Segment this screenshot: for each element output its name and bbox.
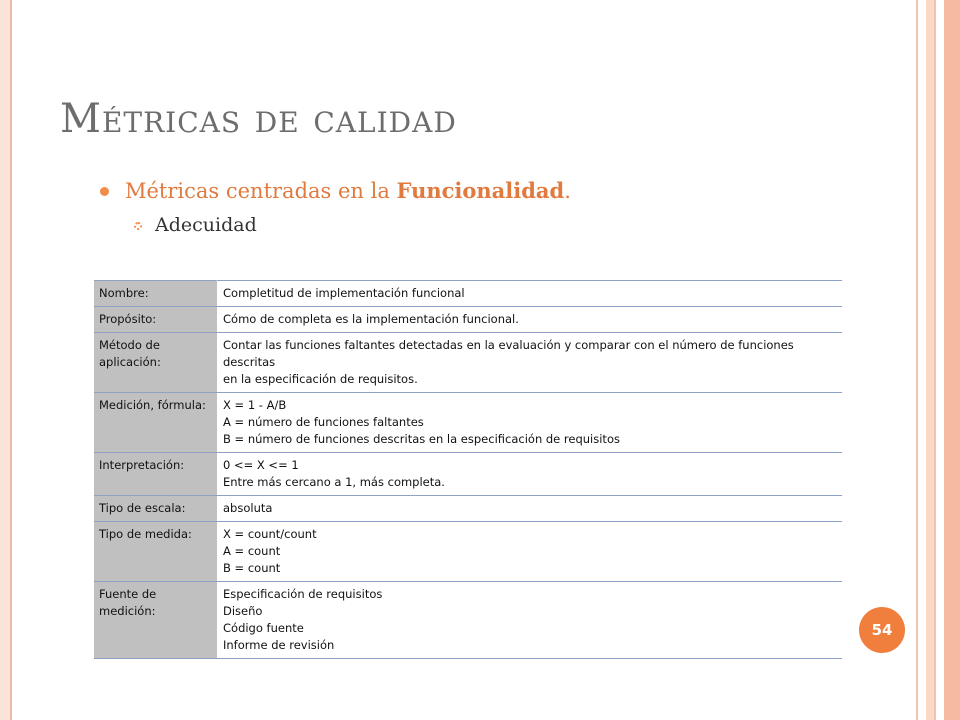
- page-number-badge: 54: [859, 607, 905, 653]
- row-value-line: Cómo de completa es la implementación funcional.: [223, 312, 519, 326]
- row-value: [217, 281, 843, 307]
- row-label-line: Método de: [99, 338, 160, 352]
- row-value-line: Especificación de requisitos: [223, 587, 383, 601]
- metric-table: [94, 280, 842, 659]
- row-value: [217, 307, 843, 333]
- table-row: [94, 281, 842, 307]
- row-label: [94, 496, 217, 522]
- row-label-line: Fuente de: [99, 587, 157, 601]
- row-value-line: B = número de funciones descritas en la especificación de requisitos: [223, 432, 620, 446]
- row-value-line: Código fuente: [223, 621, 304, 635]
- row-value-line: X = 1 - A/B: [223, 398, 287, 412]
- row-value-line: X = count/count: [223, 527, 317, 541]
- row-value-line: 0 <= X <= 1: [223, 458, 299, 472]
- row-label-line: aplicación:: [99, 355, 161, 369]
- row-value-line: B = count: [223, 561, 281, 575]
- row-value-line: A = count: [223, 544, 281, 558]
- row-value: [217, 453, 843, 496]
- table-row: [94, 496, 842, 522]
- table-row: [94, 522, 842, 582]
- row-label-line: Propósito:: [99, 312, 157, 326]
- row-value-line: en la especificación de requisitos.: [223, 372, 418, 386]
- row-label-line: Tipo de escala:: [99, 501, 186, 515]
- table-row: [94, 393, 842, 453]
- row-label: [94, 522, 217, 582]
- table-row: [94, 582, 842, 659]
- table-row: [94, 333, 842, 393]
- row-value-line: absoluta: [223, 501, 273, 515]
- row-label: [94, 307, 217, 333]
- bullet-suffix: .: [564, 179, 571, 203]
- slide-title: Métricas de calidad: [60, 96, 457, 142]
- row-value: [217, 522, 843, 582]
- slide-frame-left: [0, 0, 12, 720]
- row-value-line: Informe de revisión: [223, 638, 335, 652]
- row-value: [217, 393, 843, 453]
- row-value: [217, 582, 843, 659]
- bullet-bold: Funcionalidad: [396, 178, 565, 203]
- row-label: [94, 453, 217, 496]
- row-value-line: Contar las funciones faltantes detectadas en la evaluación y comparar con el número de funciones descritas: [223, 338, 794, 369]
- bullet-text: [125, 178, 571, 203]
- sub-bullet-ring-icon: [134, 222, 142, 230]
- slide-frame-right: [916, 0, 960, 720]
- bullet-prefix: Métricas centradas en la: [125, 179, 397, 203]
- row-label: [94, 393, 217, 453]
- row-value-line: Completitud de implementación funcional: [223, 286, 465, 300]
- row-label-line: medición:: [99, 604, 156, 618]
- row-label: [94, 582, 217, 659]
- row-value: [217, 496, 843, 522]
- metric-table-body: [94, 281, 842, 659]
- table-row: [94, 307, 842, 333]
- bullet-dot-icon: [100, 187, 109, 196]
- row-value-line: A = número de funciones faltantes: [223, 415, 424, 429]
- row-label-line: Nombre:: [99, 286, 149, 300]
- sub-bullet-text: Adecuidad: [155, 214, 257, 236]
- row-label-line: Tipo de medida:: [99, 527, 192, 541]
- row-value-line: Diseño: [223, 604, 263, 618]
- row-value: [217, 333, 843, 393]
- row-label: [94, 281, 217, 307]
- table-row: [94, 453, 842, 496]
- row-value-line: Entre más cercano a 1, más completa.: [223, 475, 445, 489]
- row-label-line: Interpretación:: [99, 458, 185, 472]
- row-label-line: Medición, fórmula:: [99, 398, 206, 412]
- row-label: [94, 333, 217, 393]
